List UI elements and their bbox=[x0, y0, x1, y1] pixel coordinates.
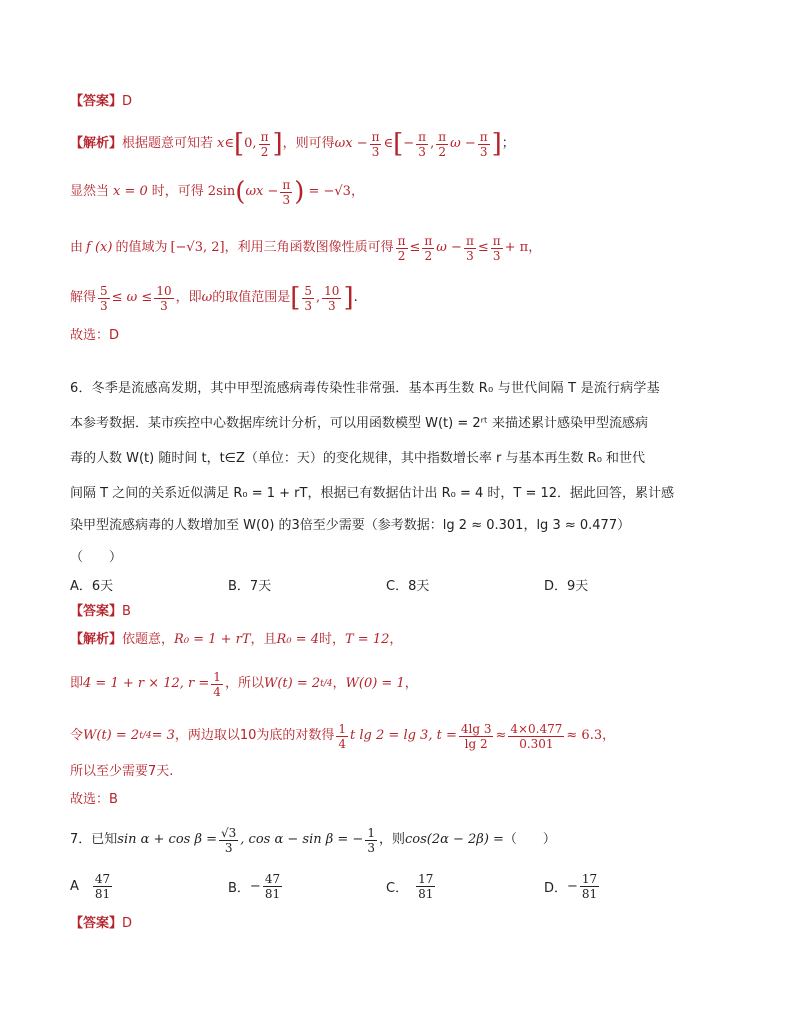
fraction: $\frac{47}{81}$ bbox=[264, 871, 281, 901]
q5-answer: D bbox=[122, 94, 133, 109]
q7-option-c[interactable]: C． $\frac{17}{81}$ bbox=[386, 871, 434, 901]
analysis-tag: 【解析】 bbox=[70, 632, 123, 647]
fraction: $\frac{5}{3}$ bbox=[304, 283, 313, 313]
fraction: $\frac{\pi}{2}$ bbox=[397, 233, 406, 263]
q5-analysis-line4: 解得 $\frac{5}{3}$ ≤ ω ≤ $\frac{10}{3}$ ，即 ω 的取值范围是 [ $\frac{5}{3}$ , $\frac{10}{3}$ ] . bbox=[70, 283, 358, 313]
q6-stem-line3: 毒的人数 W(t) 随时间 t，t∈Z（单位：天）的变化规律，其中指数增长率 r 与基本再生数 R₀ 和世代 bbox=[70, 451, 646, 466]
fraction: $\frac{4\lg 3}{\lg 2}$ bbox=[460, 721, 492, 751]
q6-answer: B bbox=[122, 604, 131, 619]
fraction: $\frac{\pi}{3}$ bbox=[282, 177, 291, 207]
q6-option-c[interactable]: C．8天 bbox=[386, 579, 430, 594]
q6-stem-line2: 本参考数据．某市疾控中心数据库统计分析，可以用函数模型 W(t) = 2ʳᵗ 来描述累计感染甲型流感病 bbox=[70, 416, 648, 431]
fraction: $\frac{\pi}{3}$ bbox=[371, 129, 380, 159]
q6-analysis-line1: 【解析】 依题意， R₀ = 1 + rT ，且 R₀ = 4 时， T = 12 ， bbox=[70, 630, 402, 650]
fraction: $\frac{47}{81}$ bbox=[94, 871, 111, 901]
q6-analysis-line4: 所以至少需要7天. bbox=[70, 764, 174, 779]
q6-stem-line4: 间隔 T 之间的关系近似满足 R₀ = 1 + rT，根据已有数据估计出 R₀ = 4 时，T = 12．据此回答，累计感 bbox=[70, 486, 675, 501]
q7-stem: 7．已知 sin α + cos β = $\frac{√3}{3}$ , cos α − sin β = − $\frac{1}{3}$ ，则 cos(2α − 2β) = （ ） bbox=[70, 825, 556, 855]
analysis-tag: 【解析】 bbox=[70, 136, 123, 151]
fraction: $\frac{\pi}{2}$ bbox=[260, 129, 269, 159]
fraction: $\frac{\pi}{3}$ bbox=[479, 129, 488, 159]
q6-answer-line bbox=[70, 602, 131, 622]
fraction: $\frac{\pi}{2}$ bbox=[438, 129, 447, 159]
q7-option-b[interactable]: B． − $\frac{47}{81}$ bbox=[228, 871, 281, 901]
q7-option-a[interactable]: A $\frac{47}{81}$ bbox=[70, 871, 111, 901]
q7-option-d[interactable]: D． − $\frac{17}{81}$ bbox=[544, 871, 598, 901]
answer-tag: 【答案】 bbox=[70, 916, 123, 931]
q6-analysis-line2: 即 4 = 1 + r × 12, r = $\frac{1}{4}$ ，所以 W(t) = 2 t/4 ， W(0) = 1 ， bbox=[70, 669, 418, 699]
fraction: $\frac{√3}{3}$ bbox=[221, 825, 237, 855]
q5-answer-line bbox=[70, 92, 132, 112]
answer-tag: 【答案】 bbox=[70, 604, 123, 619]
fraction: $\frac{10}{3}$ bbox=[156, 283, 172, 313]
fraction: $\frac{1}{4}$ bbox=[338, 721, 347, 751]
q6-stem-line1: 6．冬季是流感高发期，其中甲型流感病毒传染性非常强．基本再生数 R₀ 与世代间隔 T 是流行病学基 bbox=[70, 381, 660, 396]
q6-choose: 故选：B bbox=[70, 792, 118, 807]
q6-paren: （ ） bbox=[70, 550, 123, 565]
fraction: $\frac{17}{81}$ bbox=[581, 871, 598, 901]
q5-choose: 故选：D bbox=[70, 328, 120, 343]
answer-tag: 【答案】 bbox=[70, 94, 123, 109]
q6-option-d[interactable]: D．9天 bbox=[544, 579, 589, 594]
q5-analysis-line1: 【解析】 根据题意可知若 x∈ [ 0, $\frac{\pi}{2}$ ] ，则可得 ωx − $\frac{\pi}{3}$ ∈ [ − $\frac{\pi}{3}$ , $\frac{\pi}{2}$ ω − $\frac{\pi}{3}$ ] ； bbox=[70, 129, 515, 159]
fraction: $\frac{\pi}{3}$ bbox=[465, 233, 474, 263]
q7-answer: D bbox=[122, 916, 133, 931]
fraction: $\frac{4\times 0.477}{0.301}$ bbox=[510, 721, 563, 751]
fraction: $\frac{\pi}{3}$ bbox=[492, 233, 501, 263]
fraction: $\frac{17}{81}$ bbox=[418, 871, 434, 901]
q7-answer-line bbox=[70, 914, 132, 934]
q6-option-b[interactable]: B．7天 bbox=[228, 579, 272, 594]
q6-stem-line5: 染甲型流感病毒的人数增加至 W(0) 的3倍至少需要（参考数据：lg 2 ≈ 0.301，lg 3 ≈ 0.477） bbox=[70, 518, 631, 533]
fraction: $\frac{5}{3}$ bbox=[100, 283, 108, 313]
fraction: $\frac{\pi}{2}$ bbox=[424, 233, 433, 263]
fraction: $\frac{1}{4}$ bbox=[213, 669, 221, 699]
fraction: $\frac{10}{3}$ bbox=[324, 283, 340, 313]
q5-analysis-line3: 由 f (x) 的值域为 [−√3, 2] ，利用三角函数图像性质可得 $\frac{\pi}{2}$ ≤ $\frac{\pi}{2}$ ω − $\frac{\pi}{3}$ ≤ $\frac{\pi}{3}$ + π ， bbox=[70, 233, 542, 263]
q6-option-a[interactable]: A．6天 bbox=[70, 579, 114, 594]
fraction: $\frac{\pi}{3}$ bbox=[418, 129, 427, 159]
fraction: $\frac{1}{3}$ bbox=[367, 825, 375, 855]
q5-analysis-line2: 显然当 x = 0 时，可得 2sin ( ωx − $\frac{\pi}{3}$ ) = −√3 ， bbox=[70, 177, 364, 207]
q6-analysis-line3: 令 W(t) = 2 t/4 = 3 ，两边取以10为底的对数得 $\frac{1}{4}$ t lg 2 = lg 3, t = $\frac{4\lg 3}{\lg 2}$ ≈ $\frac{4\times 0.477}{0.301}$ ≈ 6.3 ， bbox=[70, 721, 616, 751]
